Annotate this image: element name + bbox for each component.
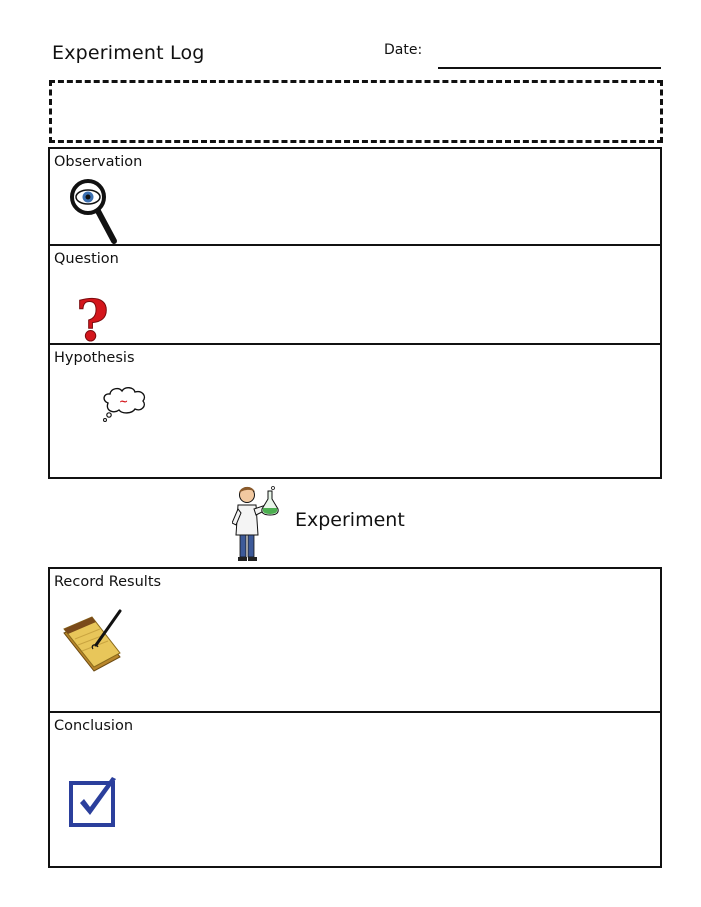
svg-text:~: ~ bbox=[119, 395, 129, 408]
scientist-icon bbox=[232, 483, 284, 563]
notepad-pen-icon bbox=[60, 609, 126, 675]
question-mark-icon bbox=[72, 292, 112, 346]
conclusion-label: Conclusion bbox=[54, 718, 134, 734]
question-label: Question bbox=[54, 251, 119, 267]
date-input-line[interactable] bbox=[438, 67, 661, 69]
hypothesis-label: Hypothesis bbox=[54, 350, 135, 366]
record-results-label: Record Results bbox=[54, 574, 162, 590]
bottom-sections-group bbox=[48, 567, 662, 868]
checkbox-checked-icon bbox=[68, 775, 120, 827]
experiment-heading: Experiment bbox=[295, 509, 405, 531]
notes-box[interactable] bbox=[49, 80, 663, 143]
thought-bubble-icon bbox=[100, 385, 148, 425]
top-sections-group bbox=[48, 147, 662, 479]
record-results-section[interactable] bbox=[50, 569, 660, 713]
observation-section[interactable] bbox=[50, 149, 660, 246]
conclusion-section[interactable] bbox=[50, 713, 660, 866]
svg-text:?: ? bbox=[76, 292, 109, 346]
page-title: Experiment Log bbox=[52, 42, 205, 64]
magnifying-glass-eye-icon bbox=[68, 177, 120, 247]
question-section[interactable] bbox=[50, 246, 660, 345]
date-label: Date: bbox=[384, 42, 423, 58]
observation-label: Observation bbox=[54, 154, 143, 170]
hypothesis-section[interactable] bbox=[50, 345, 660, 477]
